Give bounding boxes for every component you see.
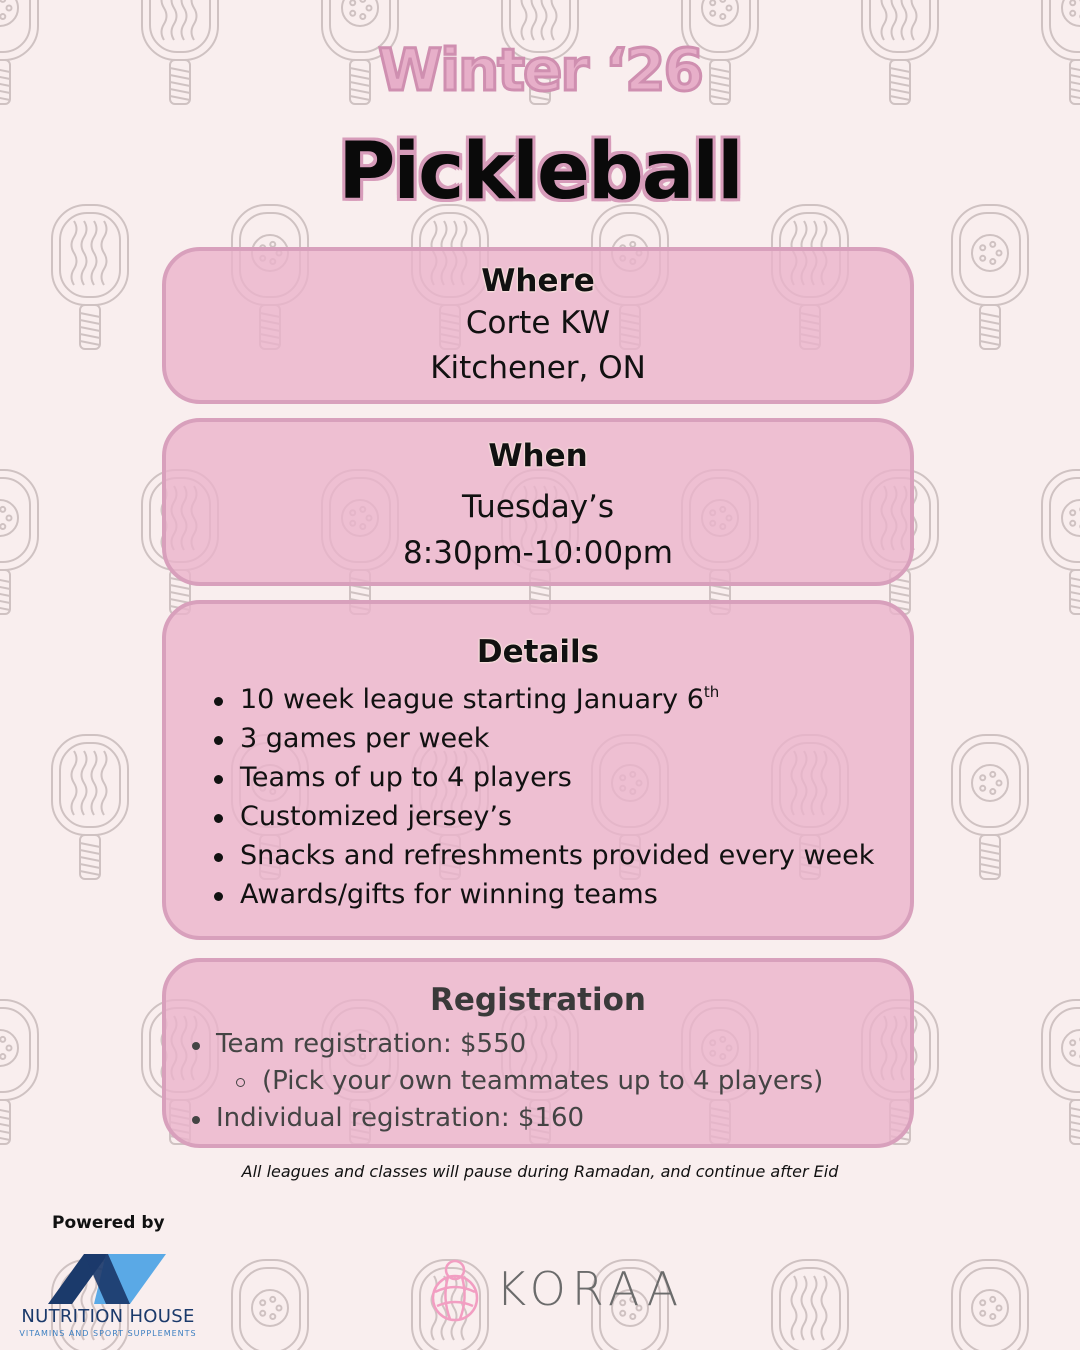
paddle-icon [952, 1260, 1028, 1350]
paddle-icon [772, 1260, 848, 1350]
paddle-icon [52, 735, 128, 879]
paddle-icon [0, 1000, 38, 1144]
registration-heading: Registration [429, 982, 646, 1018]
where-heading: Where [481, 263, 595, 299]
koraa-logo [420, 1256, 685, 1326]
team-registration-note: (Pick your own teammates up to 4 players) [216, 1063, 910, 1100]
where-card [162, 247, 914, 404]
list-item [240, 680, 910, 719]
list-item: 3 games per week [240, 719, 910, 758]
list-item: Teams of up to 4 players [240, 758, 910, 797]
paddle-icon [952, 205, 1028, 349]
when-card [162, 418, 914, 586]
registration-list [166, 1026, 910, 1137]
sponsor-name: NUTRITION HOUSE [21, 1306, 195, 1327]
paddle-icon [1042, 470, 1080, 614]
nutrition-house-mark-icon [18, 1252, 198, 1308]
list-item: Customized jersey’s [240, 797, 910, 836]
season-label: Winter ‘26 [378, 36, 702, 104]
paddle-icon [1042, 1000, 1080, 1144]
league-time: 8:30pm-10:00pm [403, 535, 673, 571]
venue-name: Corte KW [465, 305, 611, 341]
paddle-icon [232, 1260, 308, 1350]
brand-name: KORAA [496, 1262, 685, 1316]
league-day: Tuesday’s [461, 489, 615, 525]
paddle-icon [52, 205, 128, 349]
sponsor-tagline: VITAMINS AND SPORT SUPPLEMENTS [19, 1329, 197, 1338]
individual-registration: Individual registration: $160 [216, 1100, 910, 1137]
powered-by-label: Powered by [52, 1213, 165, 1233]
page-title: Pickleball [338, 127, 742, 217]
list-item: Snacks and refreshments provided every week [240, 836, 910, 875]
ordinal-suffix: th [703, 683, 720, 701]
details-heading: Details [476, 634, 600, 670]
nutrition-house-logo [18, 1252, 198, 1344]
details-list [166, 680, 910, 914]
paddle-icon [952, 735, 1028, 879]
koraa-mark-icon [420, 1256, 490, 1326]
team-registration: Team registration: $550 [216, 1026, 910, 1063]
ramadan-note: All leagues and classes will pause during Ramadan, and continue after Eid [241, 1162, 839, 1181]
details-item-text: 10 week league starting January 6 [240, 684, 704, 715]
registration-card [162, 958, 914, 1148]
when-heading: When [488, 438, 588, 474]
details-card [162, 600, 914, 940]
venue-city: Kitchener, ON [430, 350, 646, 386]
list-item: Awards/gifts for winning teams [240, 875, 910, 914]
paddle-icon [0, 470, 38, 614]
